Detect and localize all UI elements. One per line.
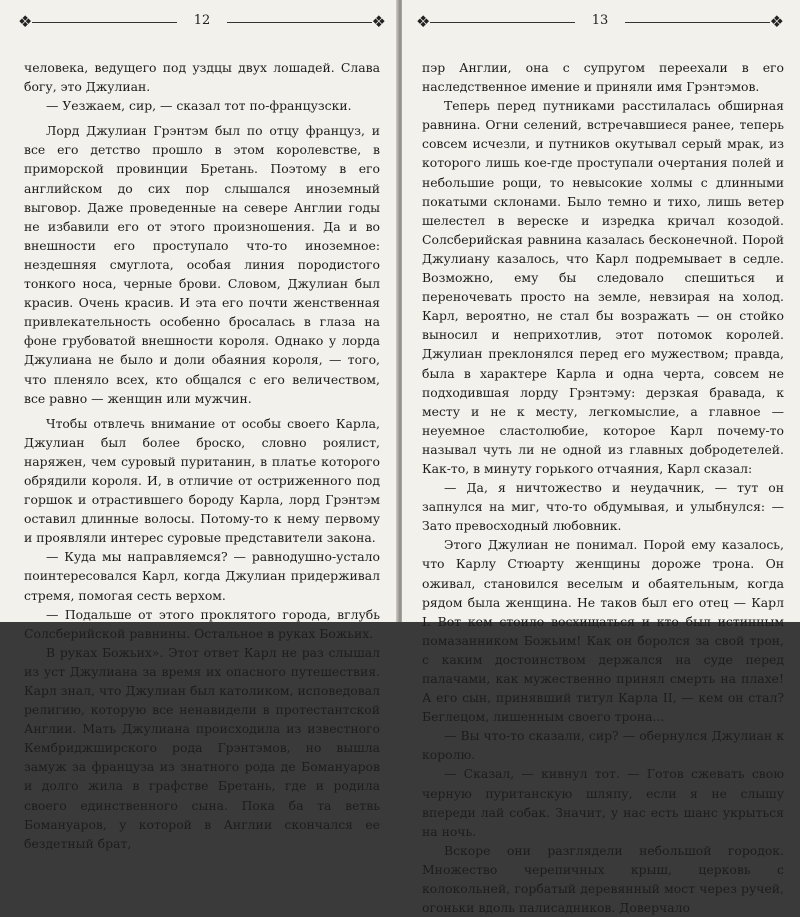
right-page-text bbox=[422, 58, 784, 917]
ornament-icon: ❖ bbox=[371, 12, 386, 31]
paragraph: Лорд Джулиан Грэнтэм был по отцу француз, и все его детство прошло в этом королевстве, в приморской провинции Бретань. Поэтому в его английском до сих пор слышался иноземный выговор. Даже проведенные на севере Англии годы не избавили его от этого произношения. Да и во внешности его проступало что-то иноземное: нездешняя смуглота, особая линия породистого тонкого носа, черные брови. Словом, Джулиан был красив. Очень красив. И эта его почти женственная привлекательность особенно бросалась в глаза на фоне грубоватой внешности короля. Однако у лорда Джулиана не было и доли обаяния короля, — того, что пленяло всех, кто общался с его величеством, все равно — женщин или мужчин. bbox=[24, 123, 380, 406]
ornament-icon: ❖ bbox=[18, 12, 33, 31]
paragraph: Вскоре они разглядели небольшой городок. Множество черепичных крыш, церковь с колокольней, горбатый деревянный мост через ручей, огоньки вдоль палисадников. Доверчало bbox=[422, 842, 784, 916]
right-page-header bbox=[416, 8, 784, 38]
ornament-icon: ❖ bbox=[416, 12, 431, 31]
paragraph: Этого Джулиан не понимал. Порой ему казалось, что Карлу Стюарту женщины дороже трона. Он оживал, становился веселым и обаятельным, когда рядом была женщина. Не таков был его отец — Карл I. Вот кем стоило восхищаться и кто был истинным помазанником Божьим! Как он боролся за свой трон, с каким достоинством держался на суде перед палачами, как мужественно принял смерть на плахе! А его сын, принявший титул Карла II, — кем он стал? Беглецом, лишенным своего трона... bbox=[422, 537, 784, 725]
header-rule bbox=[430, 22, 575, 23]
header-rule bbox=[227, 22, 372, 23]
paragraph: — Сказал, — кивнул тот. — Готов сжевать свою черную пуританскую шляпу, если я не слышу впереди лай собак. Значит, у нас есть шанс укрыться на ночь. bbox=[422, 766, 784, 839]
paragraph: человека, ведущего под уздцы двух лошадей. Слава богу, это Джулиан. bbox=[24, 60, 380, 95]
paragraph: пэр Англии, она с супругом переехали в его наследственное имение и приняли имя Грэнтэмов. bbox=[422, 60, 784, 95]
left-page-text bbox=[24, 58, 380, 853]
paragraph: Теперь перед путниками расстилалась обширная равнина. Огни селений, встречавшиеся ранее, теперь совсем исчезли, и путников окутывал серый мрак, из которого лишь кое-где проступали очертания полей и небольшие рощи, то невысокие холмы с длинными покатыми склонами. Было темно и тихо, лишь ветер шелестел в вереске и изредка кричал козодой. Солсберийская равнина казалась бесконечной. Порой Джулиану казалось, что Карл подремывает в седле. Возможно, ему бы следовало спешиться и переночевать просто на земле, невзирая на холод. Карл, вероятно, не стал бы возражать — он стойко выносил и неприхотлив, этот потомок королей. Джулиан преклонялся перед его мужеством; правда, была в характере Карла и одна черта, совсем не подходившая лорду Грэнтэму: дерзкая бравада, к месту и не к месту, легкомыслие, а главное — неуемное сластолюбие, которое Карл почему-то называл чуть ли не одной из главных добродетелей. Как-то, в минуту горького отчаяния, Карл сказал: bbox=[422, 98, 784, 476]
ornament-icon: ❖ bbox=[769, 12, 784, 31]
paragraph: — Подальше от этого проклятого города, вглубь Солсберийской равнины. Остальное в руках Божьих. bbox=[24, 606, 380, 641]
page-number: 13 bbox=[591, 13, 609, 28]
paragraph: — Куда мы направляемся? — равнодушно-устало поинтересовался Карл, когда Джулиан придерживал стремя, помогая сесть верхом. bbox=[24, 549, 380, 603]
right-page bbox=[402, 0, 800, 916]
left-page-header bbox=[18, 8, 386, 38]
left-page bbox=[0, 0, 398, 851]
paragraph: — Да, я ничтожество и неудачник, — тут он запнулся на миг, что-то обдумывая, и улыбнулся: — Зато превосходный любовник. bbox=[422, 480, 784, 534]
paragraph: В руках Божьих». Этот ответ Карл не раз слышал из уст Джулиана за время их опасного путешествия. Карл знал, что Джулиан был католиком, исповедовал религию, которую все ненавидели в протестантской Англии. Мать Джулиана происходила из известного Кембриджширского рода Грэнтэмов, но вышла замуж за француза из знатного рода де Бомануаров и долго жила в графстве Бретань, где и родила своего единственного сына. Пока ба та ветвь Бомануаров, у которой в Англии скончался ее бездетный брат, bbox=[24, 644, 380, 851]
header-rule bbox=[625, 22, 770, 23]
paragraph: — Вы что-то сказали, сир? — обернулся Джулиан к королю. bbox=[422, 728, 784, 763]
header-rule bbox=[32, 22, 177, 23]
paragraph: — Уезжаем, сир, — сказал тот по-французски. bbox=[46, 98, 352, 114]
page-number: 12 bbox=[193, 13, 211, 28]
paragraph: Чтобы отвлечь внимание от особы своего Карла, Джулиан был более броско, словно роялист, наряжен, чем суровый пуританин, в платье которого обрядили короля. И, в отличие от остриженного под горшок и отрастившего бороду Карла, лорд Грэнтэм оставил длинные волосы. Потому-то к нему первому и проявляли интерес суровые представители закона. bbox=[24, 415, 380, 546]
